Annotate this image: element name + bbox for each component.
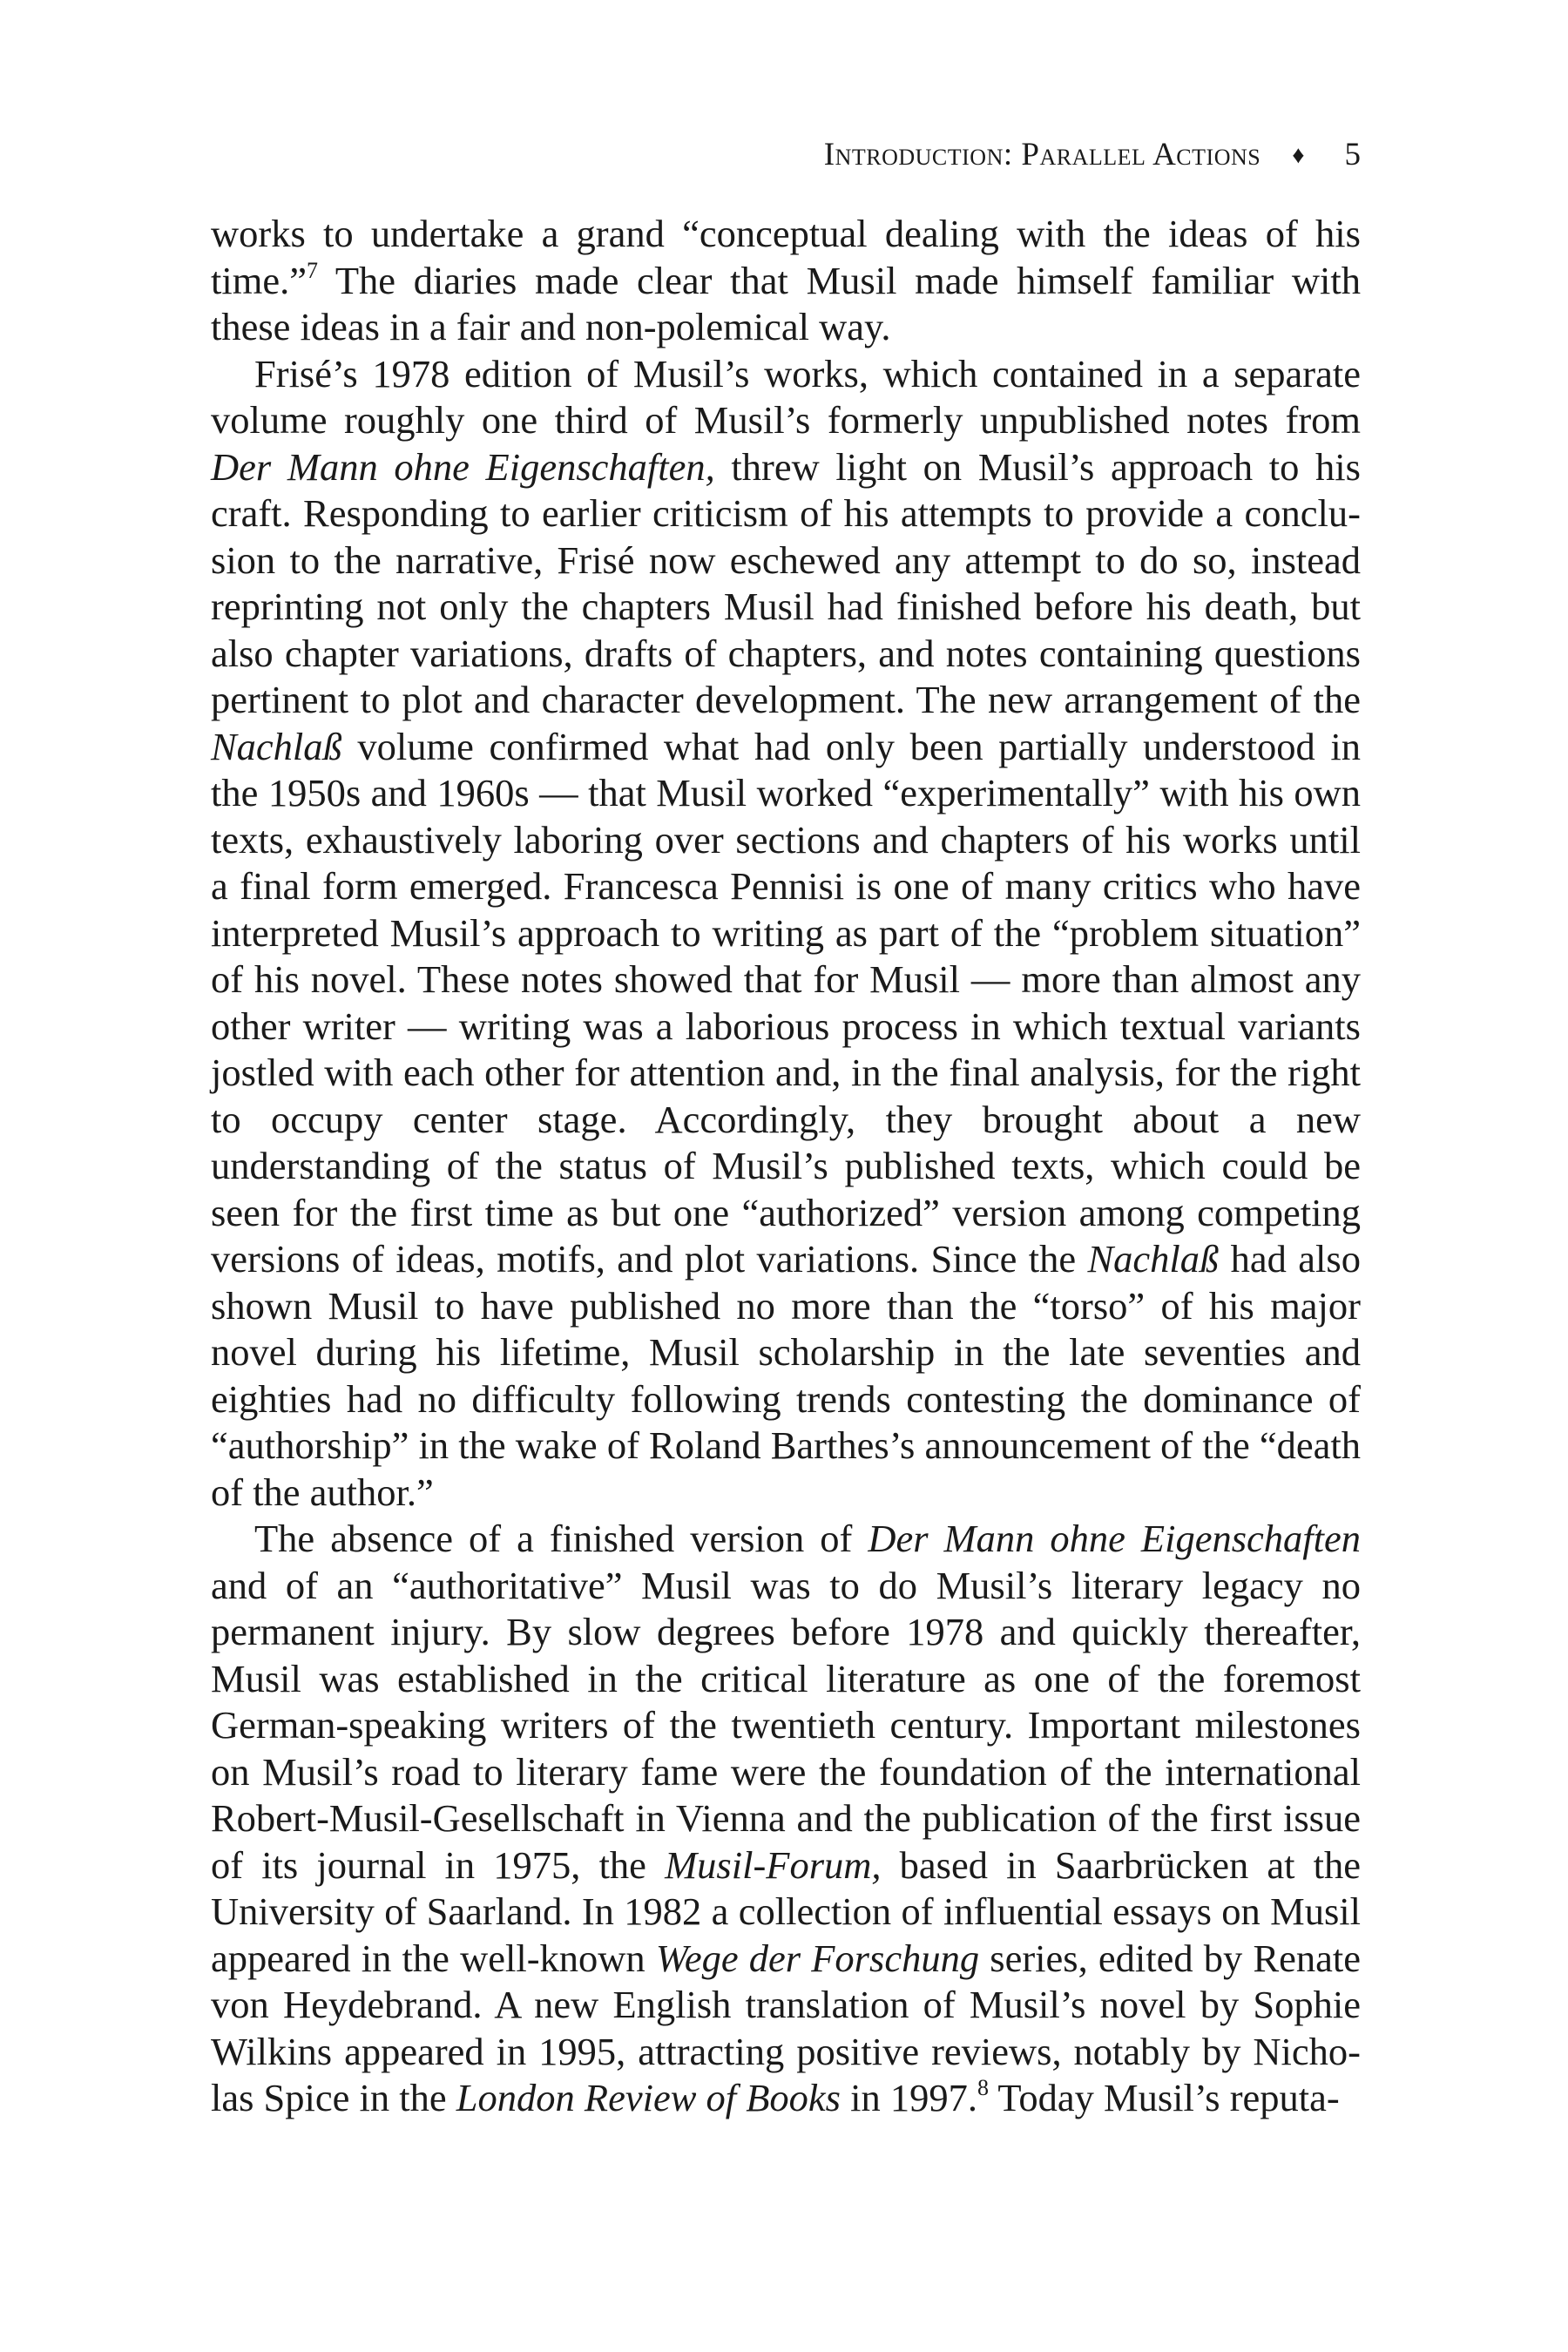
running-head (211, 132, 1361, 178)
paragraph (211, 351, 1361, 1517)
text-run: had also shown Musil to have published no more than the “torso” of his major novel during his lifetime, Musil scholarship in the late seventies and eighties had no difficulty following trends contesting the dominance of “authorship” in the wake of Roland Barthes’s announcement of the “death of the author.” (211, 1237, 1361, 1514)
text-run: series, edited by Renate von Heydebrand. A new English translation of Musil’s novel by Sophie Wilkins appeared in 1995, attracting positive reviews, notably by Nicholas Spice in the (211, 1936, 1362, 2119)
italic-title: Der Mann ohne Eigenschaften (868, 1517, 1361, 1560)
body-text (211, 211, 1361, 2122)
running-head-title: Introduction: Parallel Actions (823, 137, 1261, 172)
diamond-separator-icon: ♦ (1292, 142, 1305, 169)
italic-title: Musil-Forum, (665, 1842, 882, 1887)
text-run: Frisé’s 1978 edition of Musil’s works, which contained in a separate volume roughly one third of Musil’s formerly unpublished notes from (211, 351, 1361, 442)
text-run: and of an “authoritative” Musil was to do Musil’s literary legacy no permanent injury. By slow degrees before 1978 and quickly thereafter, Musil was established in the critical literature as one of the foremost German-speaking writers of the twentieth century. Important milestones on Musil’s road to literary fame were the foundation of the international Robert-Musil-Gesellschaft in Vienna and the publication of the first issue of its journal in 1975, the (211, 1563, 1361, 1887)
text-run: works to undertake a grand “conceptual dealing with the ideas of his time.” (211, 212, 1361, 302)
page-number: 5 (1344, 137, 1361, 172)
text-run: volume confirmed what had only been partially understood in the 1950s and 1960s — that Musil worked “experimentally” with his own texts, exhaustively laboring over sections and chapters of his works until a final form emerged. Francesca Pennisi is one of many critics who have interpreted Musil’s approach to writing as part of the “problem situation” of his novel. These notes showed that for Musil — more than almost any other writer — writing was a laborious process in which textual variants jostled with each other for attention and, in the final analysis, for the right to occupy center stage. Accordingly, they brought about a new understanding of the status of Musil’s published texts, which could be seen for the first time as but one “authorized” version among competing versions of ideas, motifs, and plot variations. Since the (211, 724, 1361, 1281)
italic-title: Nachlaß (211, 724, 342, 768)
paragraph (211, 1516, 1361, 2122)
text-run: Today Musil’s reputa- (989, 2076, 1340, 2119)
italic-title: Der Mann ohne Eigenschaften, (211, 444, 715, 489)
text-run: based in Saarbrücken at the University of Saarland. In 1982 a collection of influential essays on Musil appeared in the well-known (211, 1842, 1362, 1980)
text-run: in 1997. (841, 2076, 978, 2119)
paragraph (211, 211, 1361, 351)
text-run: threw light on Musil’s approach to his craft. Responding to earlier criticism of his attempts to provide a conclusion to the narrative, Frisé now eschewed any attempt to do so, instead reprinting not only the chapters Musil had finished before his death, but also chapter variations, drafts of chapters, and notes containing questions pertinent to plot and character development. The new arrangement of the (211, 444, 1361, 721)
italic-title: Nachlaß (1087, 1237, 1220, 1281)
footnote-reference: 7 (306, 257, 318, 283)
footnote-reference: 8 (977, 2075, 990, 2100)
text-run: The absence of a finished version of (254, 1517, 868, 1560)
italic-title: London Review of Books (456, 2076, 841, 2119)
text-run: The diaries made clear that Musil made himself familiar with these ideas in a fair and non-polemical way. (211, 258, 1361, 348)
italic-title: Wege der Forschung (655, 1936, 980, 1980)
